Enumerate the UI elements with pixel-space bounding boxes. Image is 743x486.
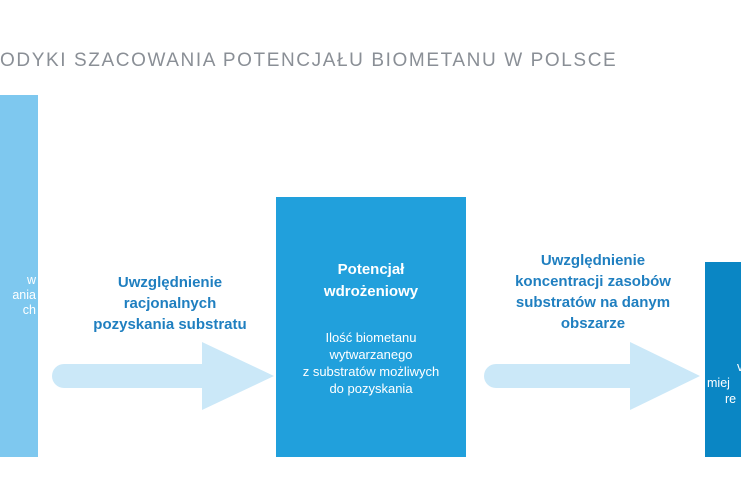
arrow-2-label-line: Uwzględnienie: [540, 252, 646, 269]
arrow-2-label: [478, 250, 708, 334]
diagram-title: ODYKI SZACOWANIA POTENCJAŁU BIOMETANU W POLSCE: [0, 50, 618, 71]
heading-line: Potencjał: [337, 261, 405, 278]
left-stage-line: ania: [12, 288, 36, 302]
right-stage-box: [705, 262, 741, 457]
heading-line: wdrożeniowy: [323, 283, 419, 300]
description-line: wytwarzanego: [329, 347, 413, 362]
arrow-1-label-line: pozyskania substratu: [93, 316, 247, 333]
arrow-1-label: [60, 272, 280, 335]
arrow-1-label-line: racjonalnych: [123, 295, 217, 312]
right-stage-text: [707, 359, 743, 407]
left-stage-box: [0, 95, 38, 457]
arrow-2: [484, 340, 702, 412]
arrow-2-label-line: koncentracji zasobów: [515, 273, 671, 290]
arrow-2-shape: [484, 342, 700, 410]
description-line: z substratów możliwych: [302, 364, 440, 379]
implementation-potential-box: [276, 197, 466, 457]
arrow-2-label-line: substratów na danym: [515, 294, 671, 311]
right-stage-line: re: [725, 392, 737, 406]
right-stage-line: v: [737, 360, 743, 374]
right-stage-line: miej: [707, 376, 730, 390]
arrow-1-shape: [52, 342, 274, 410]
implementation-potential-heading: [276, 259, 466, 303]
description-line: do pozyskania: [329, 381, 413, 396]
left-stage-line: w: [26, 273, 36, 287]
left-stage-line: ch: [22, 303, 36, 317]
arrow-1: [52, 340, 276, 412]
arrow-2-label-line: obszarze: [560, 315, 626, 332]
description-line: Ilość biometanu: [325, 330, 417, 345]
implementation-potential-description: [276, 329, 466, 397]
arrow-1-label-line: Uwzględnienie: [117, 274, 223, 291]
left-stage-text: [12, 273, 36, 318]
